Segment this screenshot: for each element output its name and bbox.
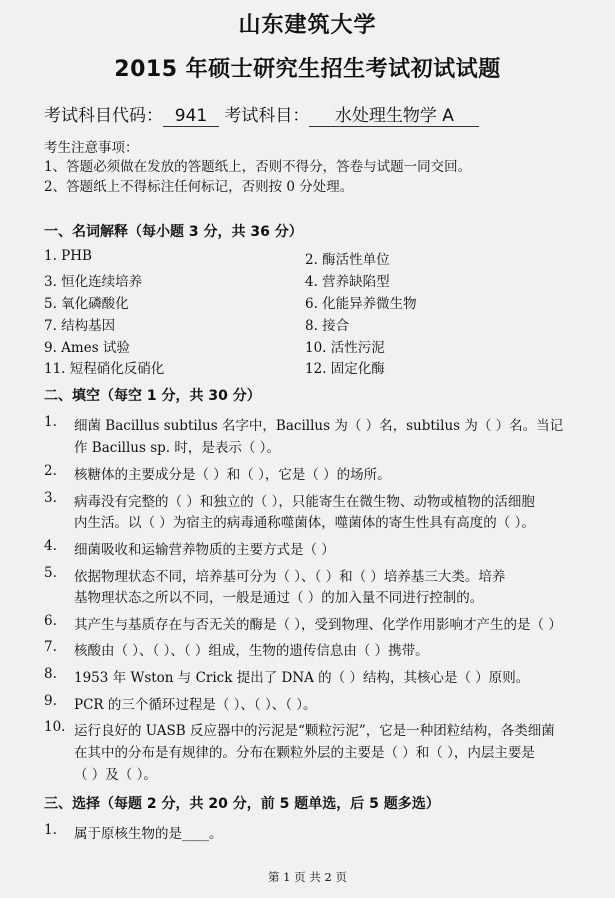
term-10: 10. 活性污泥 — [305, 340, 385, 356]
choice-q1-text: 属于原核生物的是____。 — [74, 826, 223, 842]
fill-q1-line-2: 作 Bacillus sp. 时，是表示（ ）。 — [74, 440, 280, 456]
exam-title: 2015 年硕士研究生招生考试初试试题 — [114, 57, 501, 82]
fill-q2-number: 2. — [44, 463, 57, 479]
subject-label: 考试科目： — [224, 106, 310, 126]
fill-q5-number: 5. — [44, 565, 57, 581]
university-name: 山东建筑大学 — [238, 13, 377, 38]
fill-q5-line-2: 基物理状态之所以不同，一般是通过（ ）的加入量不同进行控制的。 — [74, 590, 484, 606]
page-footer: 第 1 页 共 2 页 — [268, 870, 347, 884]
choice-q1-number: 1. — [44, 822, 57, 838]
notice-item-2: 2、答题纸上不得标注任何标记，否则按 0 分处理。 — [44, 179, 354, 195]
section3-title: 三、选择（每题 2 分，共 20 分，前 5 题单选，后 5 题多选） — [44, 796, 440, 812]
term-2: 2. 酶活性单位 — [305, 252, 390, 268]
fill-q8-line-1: 1953 年 Wston 与 Crick 提出了 DNA 的（ ）结构，其核心是（ ）原则。 — [74, 670, 530, 686]
section2-title: 二、填空（每空 1 分，共 30 分） — [44, 388, 261, 404]
code-label: 考试科目代码： — [44, 106, 163, 126]
term-7: 7. 结构基因 — [44, 318, 116, 334]
fill-q7-number: 7. — [44, 639, 57, 655]
fill-q10-number: 10. — [44, 719, 66, 735]
fill-q1-line-1: 细菌 Bacillus subtilus 名字中，Bacillus 为（ ）名，subtilus 为（ ）名。当记 — [74, 418, 564, 434]
fill-q3-line-1: 病毒没有完整的（ ）和独立的（ ），只能寄生在微生物、动物或植物的活细胞 — [74, 494, 535, 510]
subject-value: 水处理生物学 A — [309, 101, 479, 127]
fill-q6-line-1: 其产生与基质存在与否无关的酶是（ ），受到物理、化学作用影响才产生的是（ ） — [74, 617, 562, 633]
fill-q3-line-2: 内生活。以（ ）为宿主的病毒通称噬菌体，噬菌体的寄生性具有高度的（ ）。 — [74, 515, 535, 531]
term-8: 8. 接合 — [305, 318, 350, 334]
term-12: 12. 固定化酶 — [305, 361, 385, 377]
fill-q7-line-1: 核酸由（ ）、（ ）、（ ）组成，生物的遗传信息由（ ）携带。 — [74, 643, 429, 659]
term-4: 4. 营养缺陷型 — [305, 274, 390, 290]
fill-q10-line-1: 运行良好的 UASB 反应器中的污泥是“颗粒污泥”，它是一种团粒结构，各类细菌 — [74, 723, 555, 739]
fill-q2-line-1: 核糖体的主要成分是（ ）和（ ），它是（ ）的场所。 — [74, 467, 391, 483]
fill-q3-number: 3. — [44, 490, 57, 506]
fill-q4-number: 4. — [44, 538, 57, 554]
section1-title: 一、名词解释（每小题 3 分，共 36 分） — [44, 224, 303, 240]
fill-q9-number: 9. — [44, 693, 57, 709]
code-value: 941 — [163, 106, 219, 127]
term-5: 5. 氧化磷酸化 — [44, 296, 129, 312]
fill-q1-number: 1. — [44, 414, 57, 430]
fill-q6-number: 6. — [44, 613, 57, 629]
fill-q8-number: 8. — [44, 666, 57, 682]
fill-q10-line-2: 在其中的分布是有规律的。分布在颗粒外层的主要是（ ）和（ ），内层主要是 — [74, 745, 535, 761]
subject-line — [44, 101, 479, 127]
term-9: 9. Ames 试验 — [44, 340, 130, 356]
term-6: 6. 化能异养微生物 — [305, 296, 417, 312]
notice-title: 考生注意事项： — [44, 140, 139, 156]
fill-q10-line-3: （ ）及（ ）。 — [74, 767, 157, 783]
term-3: 3. 恒化连续培养 — [44, 274, 143, 290]
term-1: 1. PHB — [44, 248, 92, 264]
notice-item-1: 1、答题必须做在发放的答题纸上，否则不得分，答卷与试题一同交回。 — [44, 159, 472, 175]
fill-q9-line-1: PCR 的三个循环过程是（ ）、（ ）、（ ）。 — [74, 697, 317, 713]
fill-q5-line-1: 依据物理状态不同，培养基可分为（ ）、（ ）和（ ）培养基三大类。培养 — [74, 569, 506, 585]
term-11: 11. 短程硝化反硝化 — [44, 361, 165, 377]
fill-q4-line-1: 细菌吸收和运输营养物质的主要方式是（ ） — [74, 542, 335, 558]
